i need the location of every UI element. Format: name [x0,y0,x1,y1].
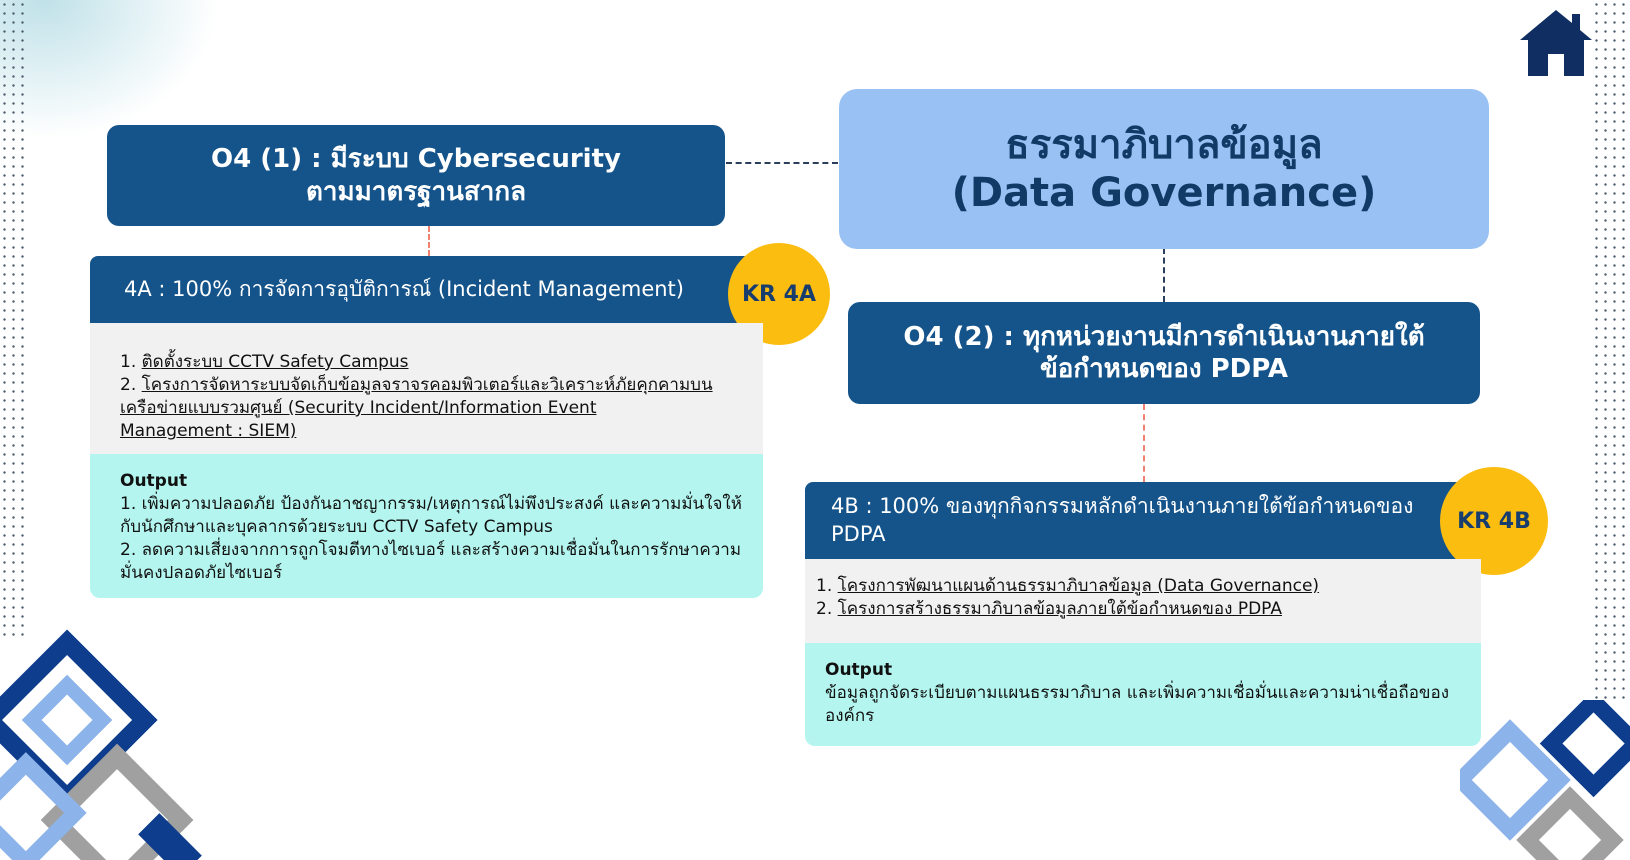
kr4b-output [805,643,1481,746]
kr4b-project-link-1[interactable]: โครงการพัฒนาแผนด้านธรรมาภิบาลข้อมูล (Data Governance) [837,576,1320,596]
kr4a-project-item: 1. ติดตั้งระบบ CCTV Safety Campus [120,352,409,372]
home-icon [1518,6,1594,78]
kr4b-project-item: 2. โครงการสร้างธรรมาภิบาลข้อมูลภายใต้ข้อกำหนดของ PDPA [816,599,1282,619]
kr4b-output-title: Output [825,660,893,680]
decorative-pattern-bottom-left [0,620,220,860]
objective-o4-2-subtitle: ข้อกำหนดของ PDPA [1039,354,1289,384]
kr4a-project-link-2-cont2[interactable]: Management : SIEM) [120,421,297,441]
objective-o4-1-title: O4 (1) : มีระบบ Cybersecurity [211,144,621,174]
kr4b-output-line: ข้อมูลถูกจัดระเบียบตามแผนธรรมาภิบาล และเพิ่มความเชื่อมั่นและความน่าเชื่อถือของ [825,683,1450,703]
objective-o4-1-box [107,125,725,226]
kr4b-output-line: องค์กร [825,706,875,726]
kr4b-project-link-2[interactable]: โครงการสร้างธรรมาภิบาลข้อมูลภายใต้ข้อกำหนดของ PDPA [837,599,1282,619]
dot-pattern-right [1592,0,1630,700]
kr4a-title-bar [90,256,763,323]
objective-o4-2-title: O4 (2) : ทุกหน่วยงานมีการดำเนินงานภายใต้ [903,321,1425,352]
kr4a-project-link-2[interactable]: โครงการจัดหาระบบจัดเก็บข้อมูลจราจรคอมพิวเตอร์และวิเคราะห์ภัยคุกคามบน [141,375,713,395]
main-topic-title: ธรรมาภิบาลข้อมูล [1005,122,1323,168]
kr4b-badge-label: KR 4B [1457,508,1531,534]
objective-o4-1-subtitle: ตามมาตรฐานสากล [305,176,527,207]
kr4b-project-item: 1. โครงการพัฒนาแผนด้านธรรมาภิบาลข้อมูล (Data Governance) [816,576,1320,596]
kr4a-project-link-1[interactable]: ติดตั้งระบบ CCTV Safety Campus [141,352,409,372]
decorative-pattern-bottom-right [1460,700,1630,860]
connector-o4-1-to-main [726,162,838,164]
dot-pattern-left [0,0,26,640]
kr4a-output-line: 1. เพิ่มความปลอดภัย ป้องกันอาชญากรรม/เหตุการณ์ไม่พึงประสงค์ และความมั่นใจให้ [120,494,742,514]
connector-o4-2-to-kr4b [1143,404,1145,482]
kr4a-projects [90,323,763,454]
kr4b-projects [805,559,1481,643]
main-topic-box [839,89,1489,249]
kr4a-title: 4A : 100% การจัดการอุบัติการณ์ (Incident Management) [124,276,684,301]
connector-main-to-o4-2 [1163,248,1165,302]
kr4a-badge-label: KR 4A [742,281,816,307]
kr4a-output-line: 2. ลดความเสี่ยงจากการถูกโจมตีทางไซเบอร์ และสร้างความเชื่อมั่นในการรักษาความ [120,540,742,560]
objective-o4-2-box [848,302,1480,404]
kr4b-title-cont: PDPA [831,521,886,546]
corner-glow [0,0,220,140]
kr4a-output-line: มั่นคงปลอดภัยไซเบอร์ [120,563,283,583]
kr4b-title: 4B : 100% ของทุกกิจกรรมหลักดำเนินงานภายใต้ข้อกำหนดของ [831,494,1414,519]
kr4a-project-link-2-cont1[interactable]: เครือข่ายแบบรวมศูนย์ (Security Incident/Information Event [120,398,597,418]
connector-o4-1-to-kr4a [428,226,430,256]
main-topic-subtitle: (Data Governance) [951,170,1377,216]
home-button[interactable] [1518,6,1594,78]
kr4a-project-item: 2. โครงการจัดหาระบบจัดเก็บข้อมูลจราจรคอมพิวเตอร์และวิเคราะห์ภัยคุกคามบน [120,375,713,395]
kr4a-output-title: Output [120,471,188,491]
kr4b-title-bar [805,482,1481,559]
kr4a-output-line: กับนักศึกษาและบุคลากรด้วยระบบ CCTV Safety Campus [120,517,553,537]
kr4a-output [90,454,763,598]
